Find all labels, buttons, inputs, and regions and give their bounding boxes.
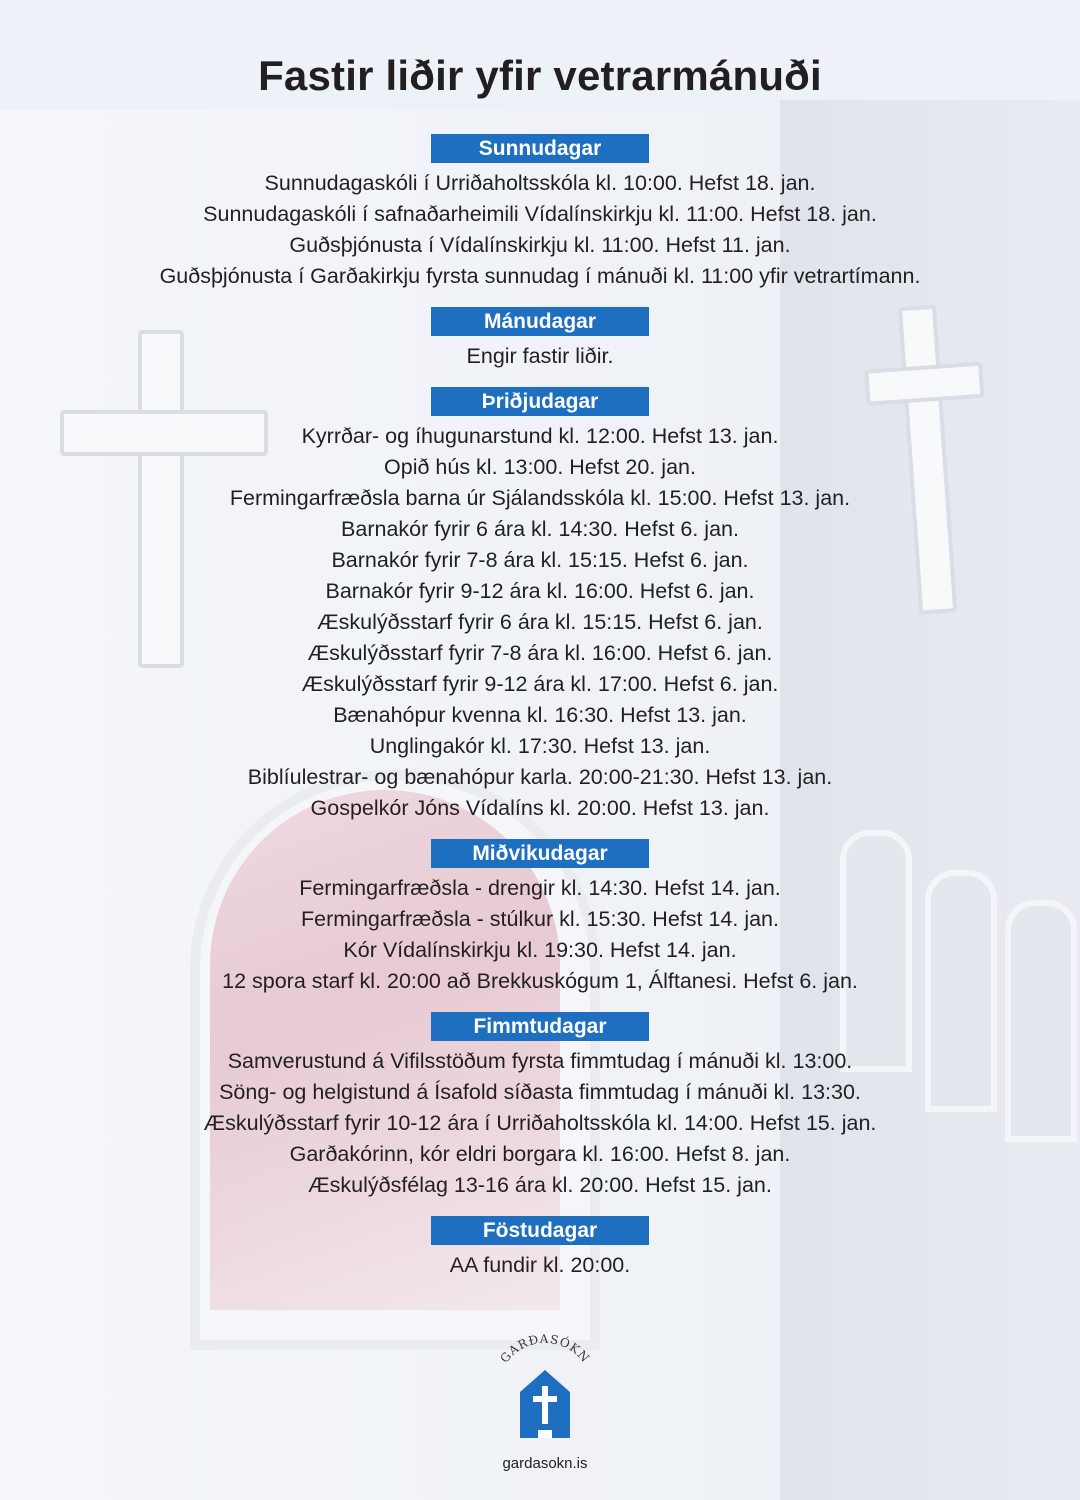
schedule-entry: Engir fastir liðir.: [466, 344, 614, 368]
website-url[interactable]: gardasokn.is: [502, 1455, 588, 1472]
day-section: [0, 1216, 1080, 1281]
schedule-entry: Biblíulestrar- og bænahópur karla. 20:00-21:30. Hefst 13. jan.: [247, 765, 833, 789]
schedule-entry: Guðsþjónusta í Garðakirkju fyrsta sunnudag í mánuði kl. 11:00 yfir vetrartímann.: [159, 264, 921, 288]
schedule-entry: Samverustund á Vifilsstöðum fyrsta fimmtudag í mánuði kl. 13:00.: [227, 1049, 853, 1073]
schedule-entry: Æskulýðsstarf fyrir 9-12 ára kl. 17:00. Hefst 6. jan.: [301, 672, 779, 696]
schedule-entry: Barnakór fyrir 9-12 ára kl. 16:00. Hefst 6. jan.: [325, 579, 755, 603]
schedule-entry: Æskulýðsstarf fyrir 10-12 ára í Urriðaholtsskóla kl. 14:00. Hefst 15. jan.: [203, 1111, 877, 1135]
gardasokn-logo: [480, 1330, 610, 1480]
day-header: Fimmtudagar: [431, 1012, 649, 1041]
schedule-entry: Æskulýðsstarf fyrir 7-8 ára kl. 16:00. Hefst 6. jan.: [307, 641, 773, 665]
day-section: [0, 134, 1080, 292]
day-header: Þriðjudagar: [431, 387, 649, 416]
schedule-entry: Sunnudagaskóli í safnaðarheimili Vídalínskirkju kl. 11:00. Hefst 18. jan.: [203, 202, 877, 226]
schedule-entry: Æskulýðsfélag 13-16 ára kl. 20:00. Hefst 15. jan.: [308, 1173, 772, 1197]
schedule-entry: Sunnudagaskóli í Urriðaholtsskóla kl. 10:00. Hefst 18. jan.: [264, 171, 816, 195]
day-header: Föstudagar: [431, 1216, 649, 1245]
schedule-entry: Fermingarfræðsla - stúlkur kl. 15:30. Hefst 14. jan.: [301, 907, 779, 931]
schedule-entry: Opið hús kl. 13:00. Hefst 20. jan.: [384, 455, 696, 479]
schedule-entry: Kyrrðar- og íhugunarstund kl. 12:00. Hefst 13. jan.: [301, 424, 779, 448]
page-title: Fastir liðir yfir vetrarmánuði: [258, 52, 822, 99]
day-section: [0, 387, 1080, 824]
schedule-entry: Barnakór fyrir 6 ára kl. 14:30. Hefst 6. jan.: [341, 517, 739, 541]
schedule-entry: Unglingakór kl. 17:30. Hefst 13. jan.: [369, 734, 711, 758]
schedule-entry: 12 spora starf kl. 20:00 að Brekkuskógum 1, Álftanesi. Hefst 6. jan.: [222, 969, 858, 993]
schedule-entry: Garðakórinn, kór eldri borgara kl. 16:00. Hefst 8. jan.: [289, 1142, 791, 1166]
schedule-entry: Gospelkór Jóns Vídalíns kl. 20:00. Hefst 13. jan.: [310, 796, 770, 820]
day-section: [0, 1012, 1080, 1201]
day-header: Sunnudagar: [431, 134, 649, 163]
schedule-entry: Fermingarfræðsla - drengir kl. 14:30. Hefst 14. jan.: [299, 876, 781, 900]
logo-arc-text: GARÐASÓKN: [497, 1331, 593, 1366]
schedule-entry: Kór Vídalínskirkju kl. 19:30. Hefst 14. jan.: [343, 938, 737, 962]
schedule-entry: AA fundir kl. 20:00.: [449, 1253, 631, 1277]
day-header: Mánudagar: [431, 307, 649, 336]
day-section: [0, 839, 1080, 997]
schedule-list: [0, 134, 1080, 1296]
schedule-entry: Bænahópur kvenna kl. 16:30. Hefst 13. jan.: [333, 703, 747, 727]
schedule-entry: Æskulýðsstarf fyrir 6 ára kl. 15:15. Hefst 6. jan.: [317, 610, 763, 634]
day-section: [0, 307, 1080, 372]
day-header: Miðvikudagar: [431, 839, 649, 868]
schedule-entry: Fermingarfræðsla barna úr Sjálandsskóla kl. 15:00. Hefst 13. jan.: [229, 486, 851, 510]
church-cross-icon: [480, 1330, 610, 1455]
schedule-entry: Söng- og helgistund á Ísafold síðasta fimmtudag í mánuði kl. 13:30.: [219, 1080, 861, 1104]
schedule-entry: Barnakór fyrir 7-8 ára kl. 15:15. Hefst 6. jan.: [331, 548, 749, 572]
schedule-entry: Guðsþjónusta í Vídalínskirkju kl. 11:00. Hefst 11. jan.: [289, 233, 791, 257]
